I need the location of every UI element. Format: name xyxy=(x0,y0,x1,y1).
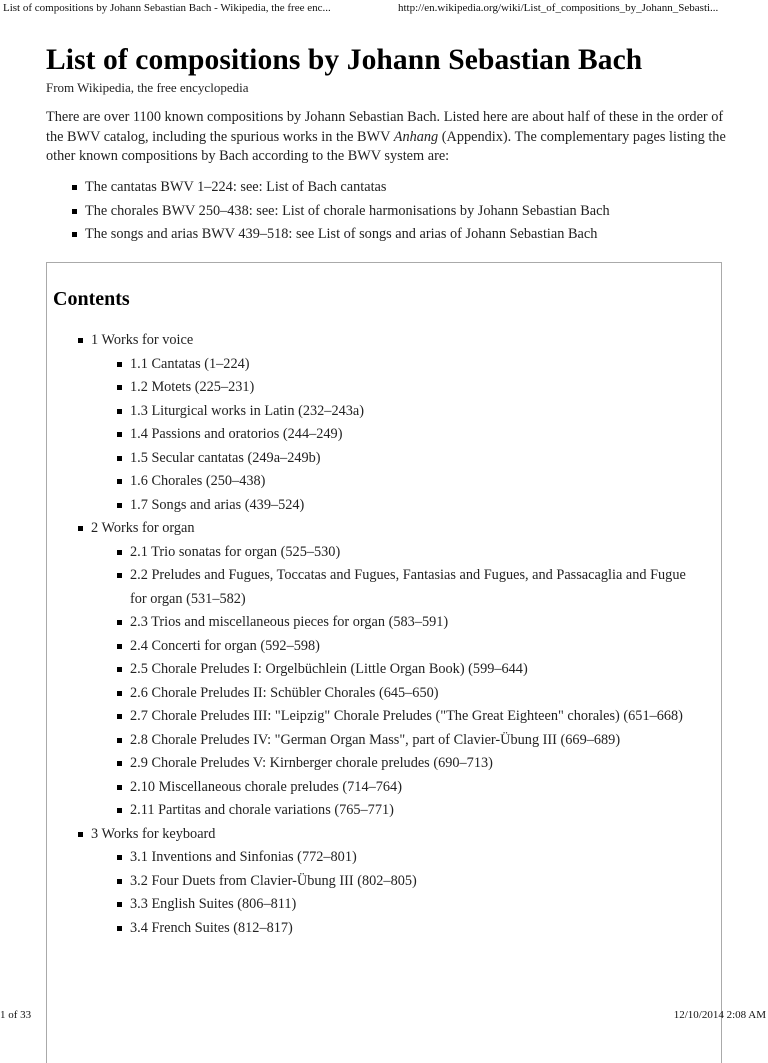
page-counter: 1 of 33 xyxy=(0,1009,32,1021)
toc-subsection-link[interactable]: 1.6 Chorales (250–438) xyxy=(47,470,690,494)
toc-subsection-link[interactable]: 2.3 Trios and miscellaneous pieces for organ (583–591) xyxy=(47,611,690,635)
toc-subsection-link[interactable]: 2.10 Miscellaneous chorale preludes (714–764) xyxy=(47,776,690,800)
toc-subsection-link[interactable]: 3.1 Inventions and Sinfonias (772–801) xyxy=(47,846,690,870)
intro-text-1: There are over 1100 known compositions by Johann Sebastian Bach. Listed here are about half of these in the order of the BWV catalog, including the spurious works in the BWV xyxy=(46,109,724,145)
page-title: List of compositions by Johann Sebastian Bach xyxy=(46,44,643,76)
toc-subsection-link[interactable]: 1.4 Passions and oratorios (244–249) xyxy=(47,423,690,447)
intro-text-2: (Appendix). The complementary pages listing the other known compositions by Bach according to the BWV system are: xyxy=(46,128,726,164)
toc-subsection-link[interactable]: 2.6 Chorale Preludes II: Schübler Chorales (645–650) xyxy=(47,682,690,706)
toc-subsection-link[interactable]: 2.2 Preludes and Fugues, Toccatas and Fugues, Fantasias and Fugues, and Passacaglia and Fugue for organ (531–582) xyxy=(47,564,690,611)
see-also-item[interactable]: The cantatas BWV 1–224: see: List of Bach cantatas xyxy=(46,176,610,200)
toc-subsection-link[interactable]: 3.3 English Suites (806–811) xyxy=(47,893,690,917)
toc-subsection-link[interactable]: 1.1 Cantatas (1–224) xyxy=(47,353,690,377)
toc-section-link[interactable]: 3 Works for keyboard xyxy=(47,823,690,847)
see-also-item[interactable]: The songs and arias BWV 439–518: see List of songs and arias of Johann Sebastian Bach xyxy=(46,223,610,247)
toc-subsection-link[interactable]: 2.5 Chorale Preludes I: Orgelbüchlein (Little Organ Book) (599–644) xyxy=(47,658,690,682)
table-of-contents xyxy=(46,262,722,1063)
toc-list xyxy=(47,329,690,940)
see-also-item[interactable]: The chorales BWV 250–438: see: List of chorale harmonisations by Johann Sebastian Bach xyxy=(46,200,610,224)
toc-subsection-link[interactable]: 1.7 Songs and arias (439–524) xyxy=(47,494,690,518)
print-timestamp: 12/10/2014 2:08 AM xyxy=(673,1009,766,1021)
toc-subsection-link[interactable]: 1.2 Motets (225–231) xyxy=(47,376,690,400)
print-header-url: http://en.wikipedia.org/wiki/List_of_compositions_by_Johann_Sebasti... xyxy=(398,2,719,14)
toc-subsection-link[interactable]: 2.8 Chorale Preludes IV: "German Organ Mass", part of Clavier-Übung III (669–689) xyxy=(47,729,690,753)
toc-subsection-link[interactable]: 2.1 Trio sonatas for organ (525–530) xyxy=(47,541,690,565)
print-header xyxy=(0,0,768,16)
toc-subsection-link[interactable]: 1.3 Liturgical works in Latin (232–243a) xyxy=(47,400,690,424)
print-header-title: List of compositions by Johann Sebastian Bach - Wikipedia, the free enc... xyxy=(3,2,331,14)
toc-section-link[interactable]: 2 Works for organ xyxy=(47,517,690,541)
see-also-list xyxy=(46,176,610,247)
toc-heading: Contents xyxy=(53,288,130,310)
intro-paragraph xyxy=(46,108,736,167)
intro-anhang-link[interactable]: Anhang xyxy=(393,128,439,145)
toc-section-link[interactable]: 1 Works for voice xyxy=(47,329,690,353)
toc-subsection-link[interactable]: 2.11 Partitas and chorale variations (765–771) xyxy=(47,799,690,823)
toc-subsection-link[interactable]: 3.4 French Suites (812–817) xyxy=(47,917,690,941)
toc-subsection-link[interactable]: 1.5 Secular cantatas (249a–249b) xyxy=(47,447,690,471)
toc-subsection-link[interactable]: 2.7 Chorale Preludes III: "Leipzig" Chorale Preludes ("The Great Eighteen" chorales) (651–668) xyxy=(47,705,690,729)
toc-subsection-link[interactable]: 2.4 Concerti for organ (592–598) xyxy=(47,635,690,659)
print-footer xyxy=(0,1006,768,1024)
toc-subsection-link[interactable]: 3.2 Four Duets from Clavier-Übung III (802–805) xyxy=(47,870,690,894)
page-subtitle: From Wikipedia, the free encyclopedia xyxy=(46,80,249,95)
toc-subsection-link[interactable]: 2.9 Chorale Preludes V: Kirnberger chorale preludes (690–713) xyxy=(47,752,690,776)
